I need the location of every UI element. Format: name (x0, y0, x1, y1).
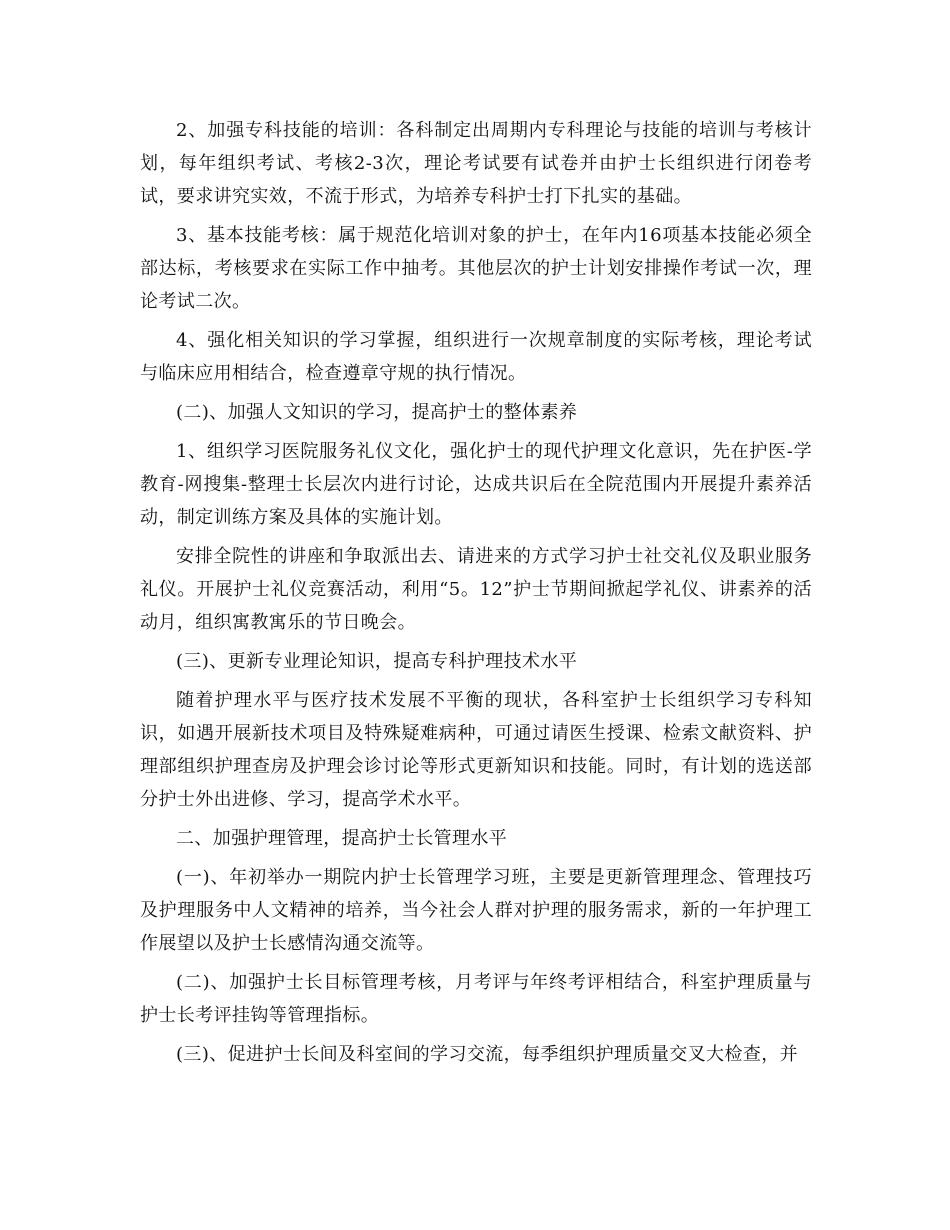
document-body (140, 114, 812, 1077)
paragraph-knowledge-reinforcement: 4、强化相关知识的学习掌握，组织进行一次规章制度的实际考核，理论考试与临床应用相结合，检查遵章守规的执行情况。 (140, 330, 812, 384)
paragraph-target-assessment: (二)、加强护士长目标管理考核，月考评与年终考评相结合，科室护理质量与护士长考评挂钩等管理指标。 (140, 972, 812, 1026)
paragraph-management-training: (一)、年初举办一期院内护士长管理学习班，主要是更新管理理念、管理技巧及护理服务中人文精神的培养，当今社会人群对护理的服务需求，新的一年护理工作展望以及护士长感情沟通交流等。 (140, 867, 812, 954)
paragraph-etiquette-culture: 1、组织学习医院服务礼仪文化，强化护士的现代护理文化意识，先在护医-学教育-网搜集-整理士长层次内进行讨论，达成共识后在全院范围内开展提升素养活动，制定训练方案及具体的实施计划。 (140, 441, 812, 528)
paragraph-knowledge-update: 随着护理水平与医疗技术发展不平衡的现状，各科室护士长组织学习专科知识，如遇开展新技术项目及特殊疑难病种，可通过请医生授课、检索文献资料、护理部组织护理查房及护理会诊讨论等形式更新知识和技能。同时，有计划的选送部分护士外出进修、学习，提高学术水平。 (140, 690, 812, 810)
paragraph-skills-training: 2、加强专科技能的培训：各科制定出周期内专科理论与技能的培训与考核计划，每年组织考试、考核2-3次，理论考试要有试卷并由护士长组织进行闭卷考试，要求讲究实效，不流于形式，为培养专科护士打下扎实的基础。 (140, 120, 812, 207)
section-heading-humanities: (二)、加强人文知识的学习，提高护士的整体素养 (176, 402, 578, 423)
paragraph-lectures-etiquette: 安排全院性的讲座和争取派出去、请进来的方式学习护士社交礼仪及职业服务礼仪。开展护士礼仪竞赛活动，利用“5。12”护士节期间掀起学礼仪、讲素养的活动月，组织寓教寓乐的节日晚会。 (140, 546, 812, 633)
section-heading-nursing-management: 二、加强护理管理，提高护士长管理水平 (176, 828, 508, 849)
section-heading-professional-theory: (三)、更新专业理论知识，提高专科护理技术水平 (176, 651, 578, 672)
paragraph-exchange-inspection: (三)、促进护士长间及科室间的学习交流，每季组织护理质量交叉大检查，并 (176, 1044, 799, 1065)
paragraph-basic-skills-assessment: 3、基本技能考核：属于规范化培训对象的护士，在年内16项基本技能必须全部达标，考核要求在实际工作中抽考。其他层次的护士计划安排操作考试一次，理论考试二次。 (140, 225, 812, 312)
